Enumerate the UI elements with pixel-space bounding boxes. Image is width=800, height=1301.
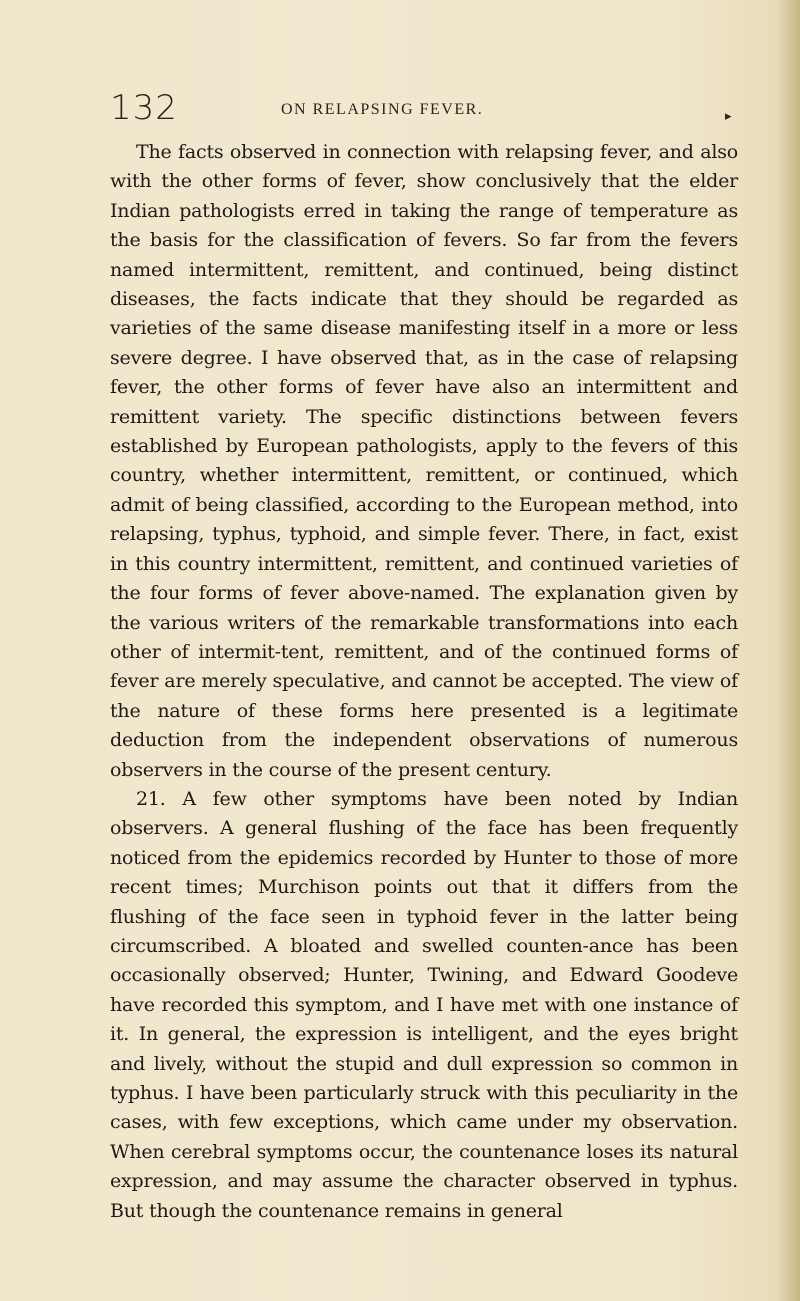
running-title: ON RELAPSING FEVER. xyxy=(281,101,484,118)
page-number: 132 xyxy=(110,88,178,128)
triangle-marker-icon: ▸ xyxy=(725,108,732,123)
paragraph-fevers-classification: The facts observed in connection with relapsing fever, and also with the other forms of fever, show conclusively that the elder Indian pathologists erred in taking the range of temperature as the basis for the classification of fevers. So far from the fevers named intermittent, remittent, and continued, being distinct diseases, the facts indicate that they should be regarded as varieties of the same disease manifesting itself in a more or less severe degree. I have observed that, as in the case of relapsing fever, the other forms of fever have also an intermittent and remittent variety. The specific distinctions between fevers established by European pathologists, apply to the fevers of this country, whether intermittent, remittent, or continued, which admit of being classified, according to the European method, into relapsing, typhus, typhoid, and simple fever. There, in fact, exist in this country intermittent, remittent, and continued varieties of the four forms of fever above-named. The explanation given by the various writers of the remarkable transformations into each other of intermit-tent, remittent, and of the continued forms of fever are merely speculative, and cannot be accepted. The view of the nature of these forms here presented is a legitimate deduction from the independent observations of numerous observers in the course of the present century. xyxy=(110,141,738,781)
paragraph-section-21: 21. A few other symptoms have been noted by Indian observers. A general flushing of the face has been frequently noticed from the epidemics recorded by Hunter to those of more recent times; Murchison points out that it differs from the flushing of the face seen in typhoid fever in the latter being circumscribed. A bloated and swelled counten-ance has been occasionally observed; Hunter, Twining, and Edward Goodeve have recorded this symptom, and I have met with one instance of it. In general, the expression is intelligent, and the eyes bright and lively, without the stupid and dull expression so common in typhus. I have been particularly struck with this peculiarity in the cases, with few exceptions, which came under my observation. When cerebral symptoms occur, the countenance loses its natural expression, and may assume the character observed in typhus. But though the countenance remains in general xyxy=(110,787,738,1222)
body-text xyxy=(110,138,738,1226)
